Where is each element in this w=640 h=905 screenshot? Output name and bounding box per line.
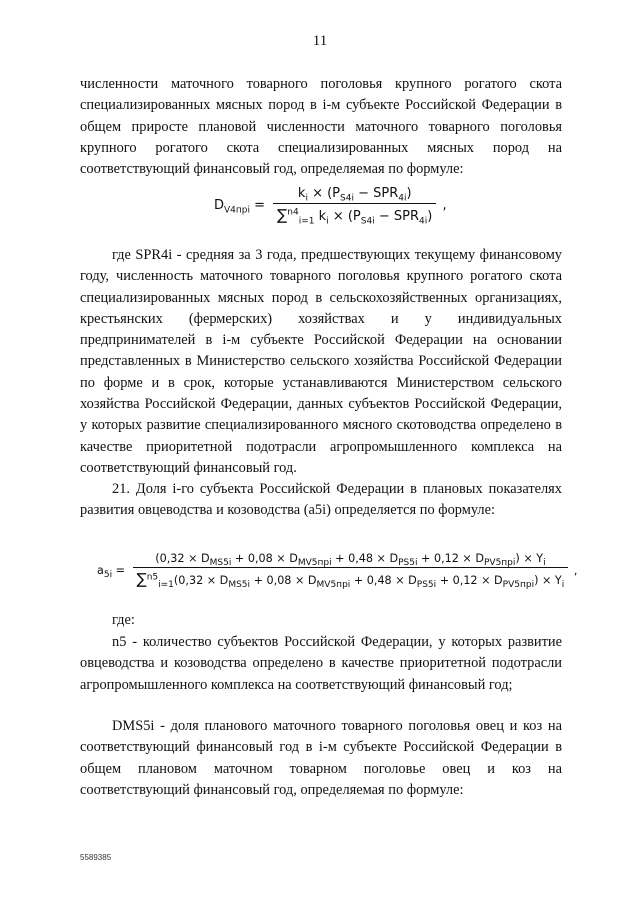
formula1-lhs: $D_{V4пpi}$ =	[214, 197, 266, 216]
formula2-denominator: $\sum^{n5}_{i=1}(0,32 \times D_{MS5i} + 0,08 \times D_{MV5пpi} + 0,48 \times D_{PS5i} + 0,12 \times D_{PV5пpi}) \times Y_i$	[136, 570, 565, 591]
formula2-comma: ,	[573, 563, 578, 577]
paragraph-where: где:	[112, 612, 135, 628]
paragraph-intro: численности маточного товарного поголовья крупного рогатого скота специализированных мясных пород в i-м субъекте Российской Федерации в общем приросте плановой численности маточного товарного поголовья крупного рогатого скота специализированных мясных пород на соответствующий финансовый год, определяемая по формуле:	[80, 76, 562, 178]
paragraph-item-21: 21. Доля i-го субъекта Российской Федерации в плановых показателях развития овцеводства и козоводства (a5i) определяется по формуле:	[80, 481, 562, 519]
page-number: 11	[312, 33, 328, 49]
formula2-fraction	[133, 552, 569, 591]
formula2-lhs: $a_{5i}$ =	[97, 563, 126, 580]
document-code: 5589385	[80, 853, 112, 862]
paragraph-n5-definition: n5 - количество субъектов Российской Федерации, у которых развитие овцеводства и козоводства определено в качестве приоритетной подотрасли агропромышленного комплекса на соответствующий финансовый год;	[80, 634, 562, 693]
formula-a5i	[97, 552, 578, 591]
formula-dv4npi	[214, 186, 447, 227]
formula1-denominator: ∑$^{n4}_{i=1}$ $k_i \times (P_{S4i} - SPR_{4i})$	[277, 206, 433, 227]
formula1-comma: ,	[442, 197, 447, 213]
paragraph-dms5i-definition: DMS5i - доля планового маточного товарного поголовья овец и коз на соответствующий финансовый год в i-м субъекте Российской Федерации в общем плановом маточном товарном поголовье овец и коз на соответствующий финансовый год, определяемая по формуле:	[80, 718, 562, 798]
formula2-numerator: $(0,32 \times D_{MS5i} + 0,08 \times D_{MV5пpi} + 0,48 \times D_{PS5i} + 0,12 \times D_{PV5пpi}) \times Y_i$	[133, 552, 569, 568]
formula1-numerator: $k_i \times (P_{S4i} - SPR_{4i})$	[273, 186, 436, 204]
formula1-fraction	[273, 186, 436, 227]
paragraph-spr-definition: где SPR4i - средняя за 3 года, предшествующих текущему финансовому году, численность маточного товарного поголовья крупного рогатого скота специализированных мясных пород в сельскохозяйственных организациях, крестьянских (фермерских) хозяйствах и у индивидуальных предпринимателей в i-м субъекте Российской Федерации на основании представленных в Министерство сельского хозяйства Российской Федерации по форме и в срок, которые устанавливаются Министерством сельского хозяйства Российской Федерации, данных субъектов Российской Федерации, у которых развитие специализированного мясного скотоводства определено в качестве приоритетной подотрасли агропромышленного комплекса на соответствующий финансовый год.	[80, 247, 562, 476]
